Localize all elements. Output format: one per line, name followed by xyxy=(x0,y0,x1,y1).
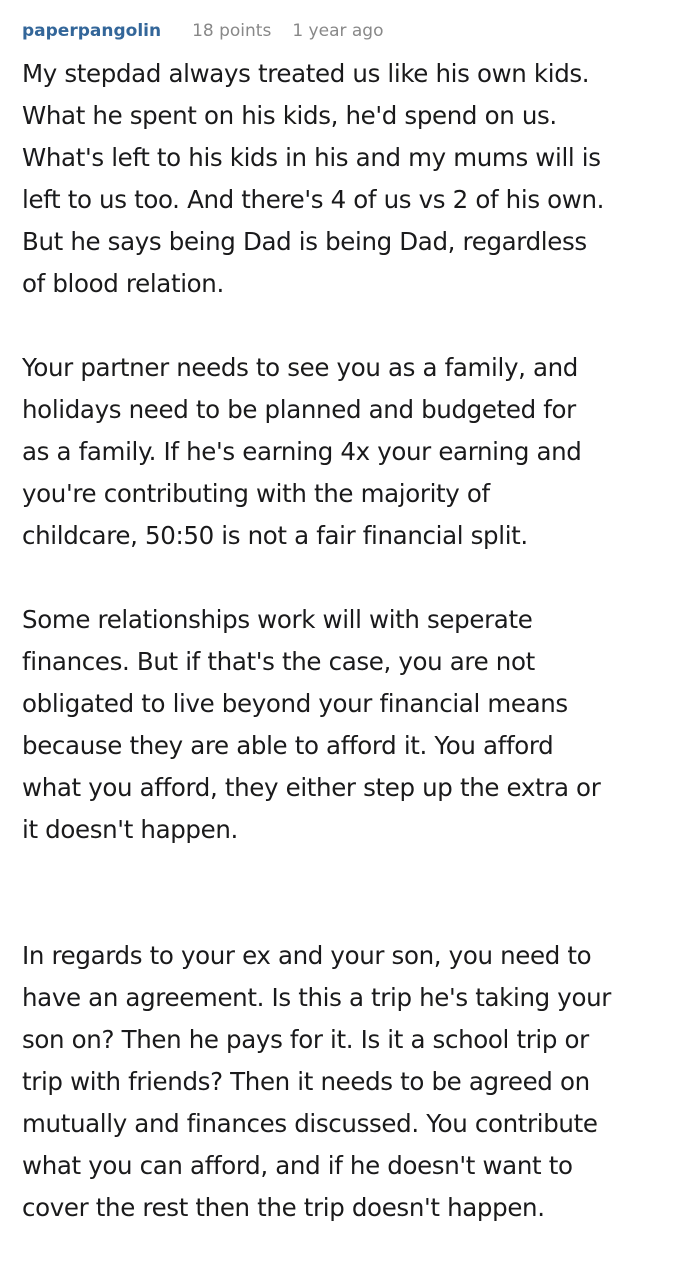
paragraph-1 xyxy=(22,53,686,305)
text-line: son on? Then he pays for it. Is it a school trip or xyxy=(22,1025,589,1054)
text-line: obligated to live beyond your financial means xyxy=(22,689,568,718)
text-line: what you afford, they either step up the extra or xyxy=(22,773,601,802)
text-line: Your partner needs to see you as a family, and xyxy=(22,353,579,382)
text-line: have an agreement. Is this a trip he's taking your xyxy=(22,983,611,1012)
text-line: finances. But if that's the case, you are not xyxy=(22,647,535,676)
text-line: of blood relation. xyxy=(22,269,224,298)
paragraph-3 xyxy=(22,599,686,851)
text-line: holidays need to be planned and budgeted for xyxy=(22,395,576,424)
text-line: Some relationships work will with seperate xyxy=(22,605,533,634)
comment-body xyxy=(22,53,686,1229)
text-line: as a family. If he's earning 4x your earning and xyxy=(22,437,582,466)
timestamp: 1 year ago xyxy=(292,21,384,41)
text-line: because they are able to afford it. You afford xyxy=(22,731,554,760)
author-link[interactable]: paperpangolin xyxy=(22,21,162,41)
text-line: childcare, 50:50 is not a fair financial split. xyxy=(22,521,528,550)
text-line: it doesn't happen. xyxy=(22,815,238,844)
text-line: What he spent on his kids, he'd spend on us. xyxy=(22,101,557,130)
paragraph-4 xyxy=(22,935,686,1229)
text-line: But he says being Dad is being Dad, regardless xyxy=(22,227,587,256)
text-line: mutually and finances discussed. You contribute xyxy=(22,1109,598,1138)
comment-meta xyxy=(22,18,686,44)
text-line: In regards to your ex and your son, you need to xyxy=(22,941,592,970)
text-line: trip with friends? Then it needs to be agreed on xyxy=(22,1067,590,1096)
blank-line xyxy=(22,893,686,935)
text-line: left to us too. And there's 4 of us vs 2 of his own. xyxy=(22,185,605,214)
text-line: what you can afford, and if he doesn't want to xyxy=(22,1151,573,1180)
points-count: 18 points xyxy=(192,21,272,41)
text-line: you're contributing with the majority of xyxy=(22,479,490,508)
text-line: What's left to his kids in his and my mums will is xyxy=(22,143,601,172)
paragraph-2 xyxy=(22,347,686,557)
text-line: cover the rest then the trip doesn't happen. xyxy=(22,1193,545,1222)
text-line: My stepdad always treated us like his own kids. xyxy=(22,59,590,88)
comment xyxy=(22,18,686,1271)
